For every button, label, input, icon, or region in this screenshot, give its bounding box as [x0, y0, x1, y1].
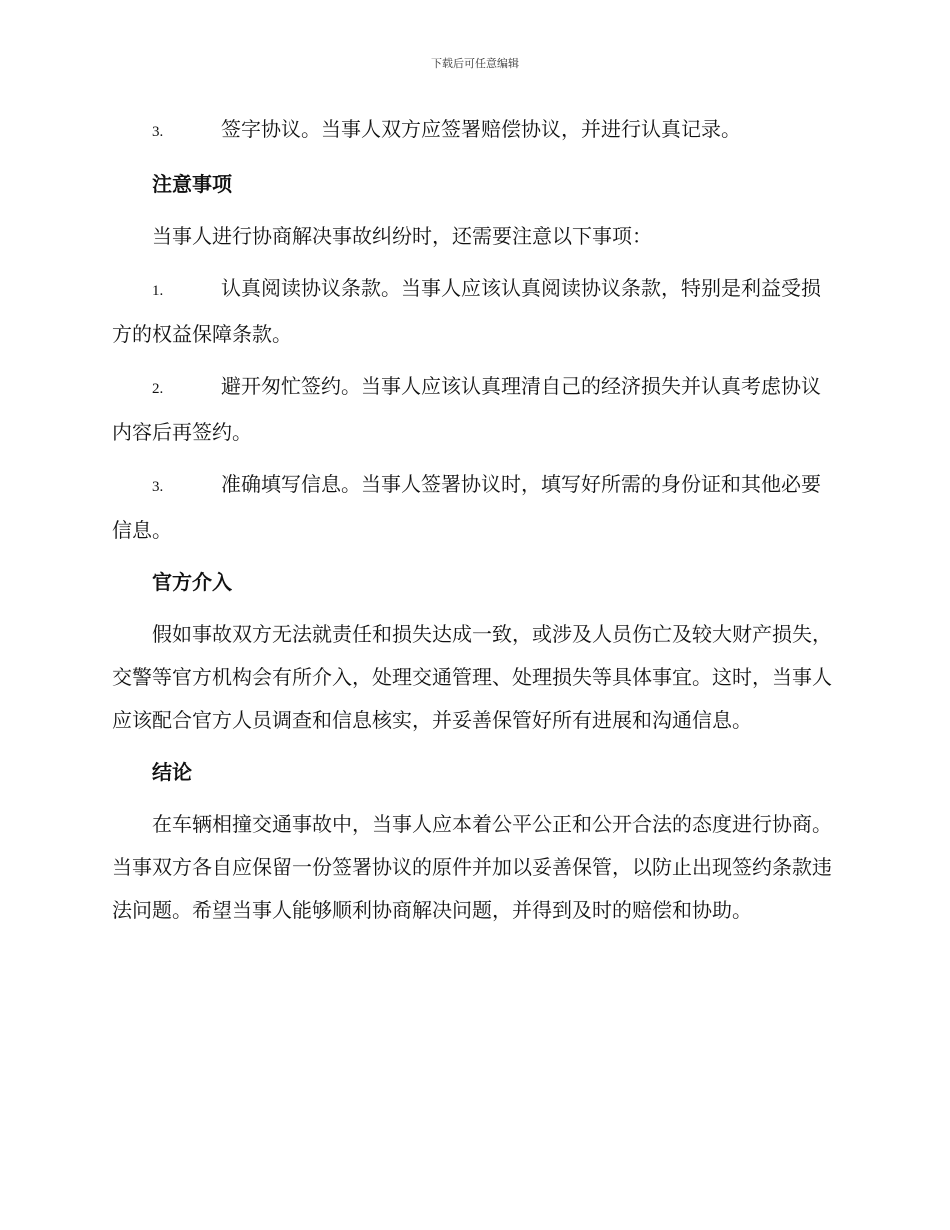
paragraph-conclusion: 在车辆相撞交通事故中，当事人应本着公平公正和公开合法的态度进行协商。当事双方各自应保留一份签署协议的原件并加以妥善保管，以防止出现签约条款违法问题。希望当事人能够顺利协商解决问题，并得到及时的赔偿和协助。: [112, 812, 832, 922]
header-note: 下载后可任意编辑: [431, 57, 519, 70]
list-item-sign-agreement: [112, 108, 834, 154]
list-item-text: 准确填写信息。当事人签署协议时，填写好所需的身份证和其他必要信息。: [112, 472, 821, 542]
document-body: [112, 108, 834, 941]
section-heading-official: 官方介入: [152, 570, 232, 594]
list-number: 2.: [152, 381, 164, 397]
list-item-fill-info: [112, 463, 834, 552]
paragraph-official: 假如事故双方无法就责任和损失达成一致，或涉及人员伤亡及较大财产损失，交警等官方机构会有所介入，处理交通管理、处理损失等具体事宜。这时，当事人应该配合官方人员调查和信息核实，并妥善保管好所有进展和沟通信息。: [112, 622, 832, 732]
list-item-text: 认真阅读协议条款。当事人应该认真阅读协议条款，特别是利益受损方的权益保障条款。: [112, 276, 821, 346]
section-heading-notes: 注意事项: [152, 172, 232, 196]
list-number: 1.: [152, 283, 164, 299]
list-item-read-terms: [112, 267, 834, 356]
paragraph-notes-intro: 当事人进行协商解决事故纠纷时，还需要注意以下事项：: [152, 224, 652, 248]
list-number: 3.: [152, 479, 164, 495]
list-item-text: 签字协议。当事人双方应签署赔偿协议，并进行认真记录。: [221, 117, 741, 141]
list-number: 3.: [152, 124, 164, 140]
list-item-text: 避开匆忙签约。当事人应该认真理清自己的经济损失并认真考虑协议内容后再签约。: [112, 374, 821, 444]
list-item-avoid-rush: [112, 365, 834, 454]
section-heading-conclusion: 结论: [152, 760, 192, 784]
